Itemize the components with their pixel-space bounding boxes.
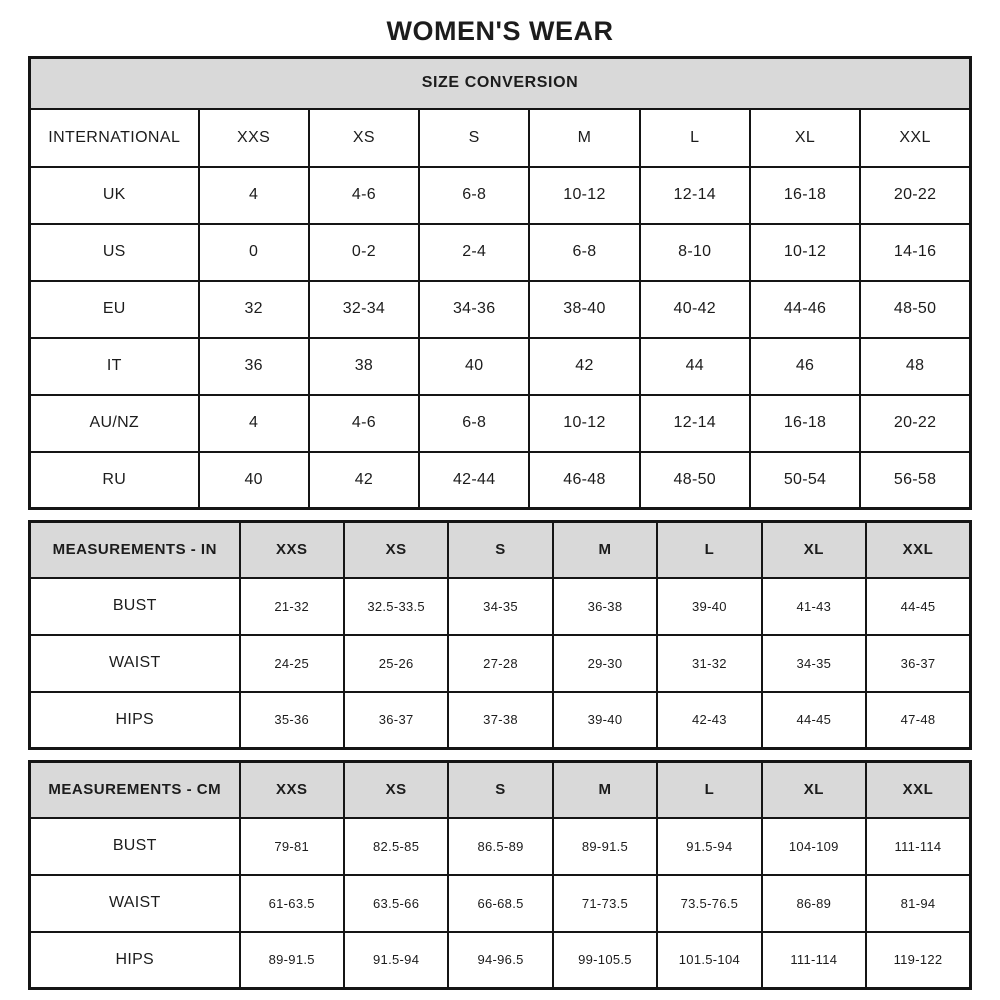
size-cell: 4 xyxy=(199,167,309,224)
measurement-cell: 111-114 xyxy=(866,818,970,875)
table-row xyxy=(30,932,971,989)
size-cell: 10-12 xyxy=(529,167,639,224)
measurements-cm-table xyxy=(28,760,972,990)
measurement-cell: 36-37 xyxy=(344,692,448,749)
measurement-cell: 73.5-76.5 xyxy=(657,875,761,932)
size-column-header: L xyxy=(657,762,761,818)
measurement-cell: 111-114 xyxy=(762,932,866,989)
page-title: WOMEN'S WEAR xyxy=(386,16,614,46)
table-row xyxy=(30,635,971,692)
size-cell: 48-50 xyxy=(860,281,970,338)
size-column-header: XXL xyxy=(866,762,970,818)
size-cell: 38 xyxy=(309,338,419,395)
size-cell: 4-6 xyxy=(309,395,419,452)
measurement-cell: 34-35 xyxy=(448,578,552,635)
size-cell: 6-8 xyxy=(529,224,639,281)
size-column-header: S xyxy=(448,522,552,578)
measurement-cell: 61-63.5 xyxy=(240,875,344,932)
size-column-header: XXL xyxy=(860,109,970,167)
measurement-cell: 34-35 xyxy=(762,635,866,692)
measurement-cell: 27-28 xyxy=(448,635,552,692)
size-cell: 4-6 xyxy=(309,167,419,224)
size-column-header: M xyxy=(529,109,639,167)
measurement-cell: 39-40 xyxy=(553,692,657,749)
size-cell: 46 xyxy=(750,338,860,395)
row-label: HIPS xyxy=(30,692,240,749)
measurement-cell: 66-68.5 xyxy=(448,875,552,932)
measurement-cell: 71-73.5 xyxy=(553,875,657,932)
size-cell: 2-4 xyxy=(419,224,529,281)
size-cell: 6-8 xyxy=(419,167,529,224)
measurement-cell: 81-94 xyxy=(866,875,970,932)
header-row xyxy=(30,109,971,167)
header-label: INTERNATIONAL xyxy=(30,109,199,167)
measurement-cell: 86-89 xyxy=(762,875,866,932)
size-column-header: XXS xyxy=(240,522,344,578)
measurement-cell: 21-32 xyxy=(240,578,344,635)
size-cell: 32-34 xyxy=(309,281,419,338)
measurement-cell: 37-38 xyxy=(448,692,552,749)
size-cell: 38-40 xyxy=(529,281,639,338)
measurement-cell: 94-96.5 xyxy=(448,932,552,989)
size-cell: 48 xyxy=(860,338,970,395)
size-conversion-banner: SIZE CONVERSION xyxy=(30,58,971,109)
size-cell: 4 xyxy=(199,395,309,452)
size-cell: 14-16 xyxy=(860,224,970,281)
size-cell: 12-14 xyxy=(640,395,750,452)
row-label: US xyxy=(30,224,199,281)
table-row xyxy=(30,281,971,338)
size-column-header: XS xyxy=(344,762,448,818)
size-column-header: XXS xyxy=(240,762,344,818)
header-label: MEASUREMENTS - IN xyxy=(30,522,240,578)
size-cell: 42 xyxy=(309,452,419,509)
size-cell: 36 xyxy=(199,338,309,395)
size-cell: 44 xyxy=(640,338,750,395)
measurement-cell: 63.5-66 xyxy=(344,875,448,932)
size-column-header: XL xyxy=(750,109,860,167)
table-row xyxy=(30,224,971,281)
table-row xyxy=(30,875,971,932)
measurement-cell: 91.5-94 xyxy=(657,818,761,875)
size-cell: 16-18 xyxy=(750,395,860,452)
measurement-cell: 25-26 xyxy=(344,635,448,692)
size-cell: 42-44 xyxy=(419,452,529,509)
table-row xyxy=(30,395,971,452)
row-label: EU xyxy=(30,281,199,338)
size-column-header: XS xyxy=(309,109,419,167)
row-label: AU/NZ xyxy=(30,395,199,452)
size-cell: 10-12 xyxy=(529,395,639,452)
size-cell: 0-2 xyxy=(309,224,419,281)
measurement-cell: 99-105.5 xyxy=(553,932,657,989)
size-cell: 20-22 xyxy=(860,167,970,224)
row-label: RU xyxy=(30,452,199,509)
size-cell: 48-50 xyxy=(640,452,750,509)
size-cell: 34-36 xyxy=(419,281,529,338)
size-cell: 0 xyxy=(199,224,309,281)
measurement-cell: 44-45 xyxy=(762,692,866,749)
table-banner-row xyxy=(30,58,971,109)
measurements-in-table xyxy=(28,520,972,750)
row-label: BUST xyxy=(30,578,240,635)
size-cell: 16-18 xyxy=(750,167,860,224)
size-column-header: L xyxy=(657,522,761,578)
row-label: BUST xyxy=(30,818,240,875)
size-column-header: M xyxy=(553,522,657,578)
table-row xyxy=(30,338,971,395)
measurement-cell: 41-43 xyxy=(762,578,866,635)
measurement-cell: 86.5-89 xyxy=(448,818,552,875)
size-cell: 12-14 xyxy=(640,167,750,224)
measurement-cell: 31-32 xyxy=(657,635,761,692)
size-cell: 6-8 xyxy=(419,395,529,452)
measurement-cell: 36-38 xyxy=(553,578,657,635)
measurement-cell: 101.5-104 xyxy=(657,932,761,989)
header-label: MEASUREMENTS - CM xyxy=(30,762,240,818)
size-cell: 56-58 xyxy=(860,452,970,509)
table-row xyxy=(30,167,971,224)
size-cell: 44-46 xyxy=(750,281,860,338)
measurement-cell: 44-45 xyxy=(866,578,970,635)
size-column-header: L xyxy=(640,109,750,167)
measurement-cell: 82.5-85 xyxy=(344,818,448,875)
row-label: HIPS xyxy=(30,932,240,989)
table-row xyxy=(30,692,971,749)
measurement-cell: 91.5-94 xyxy=(344,932,448,989)
measurement-cell: 24-25 xyxy=(240,635,344,692)
table-row xyxy=(30,818,971,875)
size-cell: 50-54 xyxy=(750,452,860,509)
table-row xyxy=(30,452,971,509)
row-label: IT xyxy=(30,338,199,395)
size-column-header: XXL xyxy=(866,522,970,578)
size-column-header: XL xyxy=(762,522,866,578)
size-cell: 32 xyxy=(199,281,309,338)
measurement-cell: 32.5-33.5 xyxy=(344,578,448,635)
measurement-cell: 104-109 xyxy=(762,818,866,875)
measurement-cell: 36-37 xyxy=(866,635,970,692)
header-row xyxy=(30,762,971,818)
measurement-cell: 89-91.5 xyxy=(240,932,344,989)
size-column-header: S xyxy=(448,762,552,818)
size-cell: 8-10 xyxy=(640,224,750,281)
row-label: WAIST xyxy=(30,635,240,692)
size-cell: 20-22 xyxy=(860,395,970,452)
measurement-cell: 89-91.5 xyxy=(553,818,657,875)
measurement-cell: 35-36 xyxy=(240,692,344,749)
measurement-cell: 42-43 xyxy=(657,692,761,749)
size-cell: 40-42 xyxy=(640,281,750,338)
size-column-header: M xyxy=(553,762,657,818)
measurement-cell: 39-40 xyxy=(657,578,761,635)
size-column-header: XXS xyxy=(199,109,309,167)
size-column-header: S xyxy=(419,109,529,167)
measurement-cell: 119-122 xyxy=(866,932,970,989)
size-cell: 10-12 xyxy=(750,224,860,281)
size-column-header: XS xyxy=(344,522,448,578)
size-conversion-table xyxy=(28,56,972,510)
row-label: WAIST xyxy=(30,875,240,932)
size-column-header: XL xyxy=(762,762,866,818)
measurement-cell: 79-81 xyxy=(240,818,344,875)
measurement-cell: 29-30 xyxy=(553,635,657,692)
size-cell: 46-48 xyxy=(529,452,639,509)
size-cell: 40 xyxy=(419,338,529,395)
header-row xyxy=(30,522,971,578)
measurement-cell: 47-48 xyxy=(866,692,970,749)
row-label: UK xyxy=(30,167,199,224)
size-cell: 40 xyxy=(199,452,309,509)
size-cell: 42 xyxy=(529,338,639,395)
table-row xyxy=(30,578,971,635)
